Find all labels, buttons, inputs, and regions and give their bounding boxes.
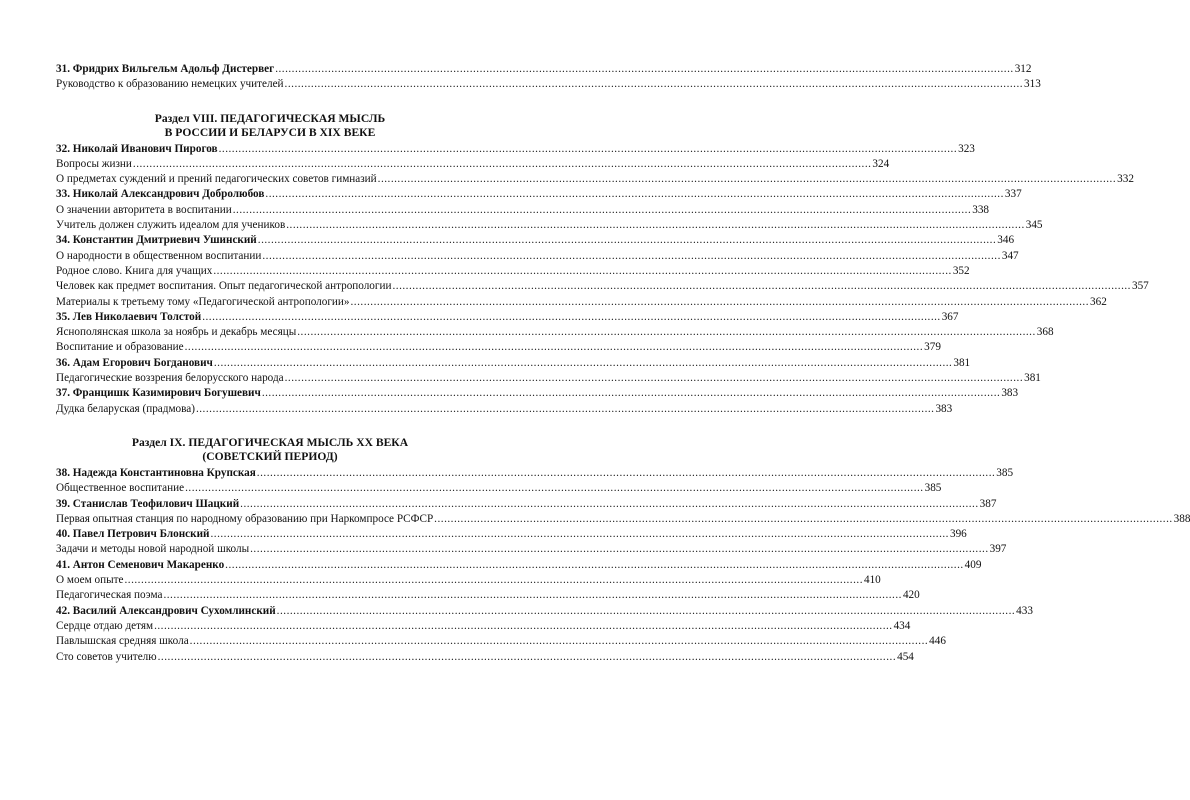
toc-entry-page-number: 345 [1025, 219, 1043, 232]
toc-entry-title: 41. Антон Семенович Макаренко [56, 558, 225, 571]
toc-entry-page-number: 383 [935, 402, 953, 415]
toc-work-entry [56, 295, 1107, 310]
toc-entry-page-number: 381 [953, 356, 971, 369]
toc-entry-page-number: 433 [1016, 604, 1033, 617]
toc-author-entry [56, 187, 1022, 202]
toc-entry-title: 37. Францишк Казимирович Богушевич [56, 387, 261, 400]
dot-leader [258, 233, 997, 248]
dot-leader [392, 279, 1131, 294]
toc-entry-page-number: 324 [872, 157, 890, 170]
dot-leader [285, 371, 1024, 386]
toc-work-entry [56, 157, 890, 172]
toc-author-entry [56, 233, 1015, 248]
toc-entry-title: Материалы к третьему тому «Педагогической антропологии» [56, 295, 350, 308]
toc-work-entry [56, 77, 1041, 92]
toc-work-entry [56, 634, 946, 649]
toc-entry-title: Дудка беларуская (прадмова) [56, 402, 195, 415]
dot-leader [213, 264, 952, 279]
dot-leader [202, 310, 941, 325]
toc-entry-page-number: 379 [924, 341, 941, 354]
toc-entry-title: Общественное воспитание [56, 482, 185, 495]
toc-entry-title: О значении авторитета в воспитании [56, 203, 232, 216]
toc-entry-title: Педагогическая поэма [56, 589, 163, 602]
toc-entry-page-number: 385 [924, 482, 942, 495]
toc-entry-title: О моем опыте [56, 574, 124, 587]
toc-entry-page-number: 352 [952, 264, 970, 277]
dot-leader [190, 634, 929, 649]
toc-entry-page-number: 368 [1036, 326, 1054, 339]
toc-entry-page-number: 346 [997, 234, 1015, 247]
toc-entry-page-number: 337 [1004, 188, 1022, 201]
dot-leader [154, 619, 893, 634]
section-heading-line: Раздел VIII. ПЕДАГОГИЧЕСКАЯ МЫСЛЬ [154, 111, 386, 125]
toc-work-entry [56, 249, 1019, 264]
toc-entry-title: 35. Лев Николаевич Толстой [56, 310, 202, 323]
toc-entry-page-number: 313 [1024, 78, 1041, 91]
section-heading-line: В РОССИИ И БЕЛАРУСИ В XIX ВЕКЕ [164, 125, 376, 139]
toc-entry-page-number: 387 [979, 497, 997, 510]
toc-entry-page-number: 367 [941, 310, 959, 323]
toc-work-entry [56, 264, 970, 279]
section-heading-ix [56, 436, 484, 464]
dot-leader [225, 558, 964, 573]
dot-leader [434, 512, 1173, 527]
dot-leader [378, 172, 1117, 187]
toc-work-entry [56, 542, 1007, 557]
toc-entry-page-number: 410 [863, 574, 881, 587]
toc-author-entry [56, 497, 997, 512]
toc-entry-title: Учитель должен служить идеалом для учеников [56, 219, 286, 232]
toc-entry-title: 40. Павел Петрович Блонский [56, 528, 210, 541]
toc-entry-page-number: 396 [949, 528, 967, 541]
toc-author-entry [56, 386, 1019, 401]
dot-leader [286, 218, 1025, 233]
dot-leader [210, 527, 949, 542]
toc-entry-title: Воспитание и образование [56, 341, 184, 354]
dot-leader [158, 650, 897, 665]
dot-leader [233, 203, 972, 218]
dot-leader [262, 249, 1001, 264]
toc-entry-page-number: 420 [902, 589, 920, 602]
toc-entry-page-number: 446 [929, 635, 946, 648]
table-of-contents [56, 62, 1190, 665]
toc-author-entry [56, 142, 975, 157]
toc-entry-title: 39. Станислав Теофилович Шацкий [56, 497, 240, 510]
toc-entry-page-number: 383 [1001, 387, 1019, 400]
toc-entry-title: 32. Николай Иванович Пирогов [56, 142, 218, 155]
dot-leader [214, 356, 953, 371]
toc-author-entry [56, 310, 959, 325]
dot-leader [250, 542, 989, 557]
toc-work-entry [56, 279, 1149, 294]
toc-entry-page-number: 362 [1090, 295, 1107, 308]
dot-leader [275, 62, 1014, 77]
toc-work-entry [56, 573, 881, 588]
dot-leader [219, 142, 958, 157]
toc-author-entry [56, 356, 971, 371]
toc-entry-title: О народности в общественном воспитании [56, 249, 262, 262]
toc-work-entry [56, 340, 941, 355]
toc-section-ix-list [56, 466, 1190, 665]
toc-work-entry [56, 481, 942, 496]
toc-work-entry [56, 325, 1054, 340]
toc-author-entry [56, 527, 967, 542]
toc-entry-page-number: 434 [893, 619, 911, 632]
toc-work-entry [56, 619, 911, 634]
toc-entry-page-number: 409 [964, 558, 982, 571]
toc-entry-page-number: 385 [996, 466, 1014, 479]
toc-author-entry [56, 62, 1032, 77]
toc-entry-page-number: 454 [897, 650, 914, 663]
toc-entry-title: Сто советов учителю [56, 650, 157, 663]
toc-work-entry [56, 203, 990, 218]
toc-entry-title: Яснополянская школа за ноябрь и декабрь месяцы [56, 326, 297, 339]
dot-leader [351, 295, 1090, 310]
section-heading-viii [56, 112, 484, 140]
toc-entry-title: Педагогические воззрения белорусского народа [56, 372, 284, 385]
toc-entry-title: Вопросы жизни [56, 157, 132, 170]
toc-entry-title: Первая опытная станция по народному образованию при Наркомпросе РСФСР [56, 512, 434, 525]
dot-leader [163, 588, 902, 603]
toc-entry-page-number: 338 [972, 203, 990, 216]
toc-author-entry [56, 558, 982, 573]
dot-leader [262, 386, 1001, 401]
toc-entry-title: Задачи и методы новой народной школы [56, 543, 250, 556]
toc-work-entry [56, 402, 953, 417]
dot-leader [257, 466, 996, 481]
toc-entry-page-number: 397 [989, 543, 1007, 556]
toc-entry-page-number: 347 [1001, 249, 1019, 262]
dot-leader [285, 77, 1024, 92]
toc-entry-page-number: 381 [1024, 372, 1041, 385]
toc-work-entry [56, 218, 1043, 233]
dot-leader [185, 481, 924, 496]
toc-work-entry [56, 512, 1190, 527]
dot-leader [265, 187, 1004, 202]
dot-leader [185, 340, 924, 355]
dot-leader [196, 402, 935, 417]
section-heading-line: (СОВЕТСКИЙ ПЕРИОД) [202, 449, 338, 463]
toc-author-entry [56, 604, 1033, 619]
section-heading-line: Раздел IX. ПЕДАГОГИЧЕСКАЯ МЫСЛЬ XX ВЕКА [131, 435, 409, 449]
toc-entry-page-number: 312 [1014, 63, 1032, 75]
dot-leader [124, 573, 863, 588]
toc-entry-title: 34. Константин Дмитриевич Ушинский [56, 234, 257, 247]
toc-entry-title: Родное слово. Книга для учащих [56, 264, 213, 277]
toc-entry-page-number: 323 [958, 142, 975, 155]
toc-entry-title: Руководство к образованию немецких учителей [56, 78, 284, 91]
toc-entry-page-number: 332 [1117, 173, 1134, 186]
toc-entry-title: Человек как предмет воспитания. Опыт педагогической антропологии [56, 280, 392, 293]
dot-leader [297, 325, 1036, 340]
toc-work-entry [56, 371, 1041, 386]
toc-entry-title: 33. Николай Александрович Добролюбов [56, 188, 265, 201]
toc-entry-title: 31. Фридрих Вильгельм Адольф Дистервег [56, 63, 275, 75]
toc-work-entry [56, 650, 914, 665]
toc-entry-title: 36. Адам Егорович Богданович [56, 356, 213, 369]
toc-entry-title: 38. Надежда Константиновна Крупская [56, 466, 256, 479]
toc-intro-list [56, 62, 1041, 93]
toc-entry-page-number: 388 [1173, 512, 1190, 525]
toc-section-viii-list [56, 142, 1149, 417]
toc-author-entry [56, 466, 1014, 481]
toc-entry-title: 42. Василий Александрович Сухомлинский [56, 604, 276, 617]
toc-work-entry [56, 588, 920, 603]
toc-entry-title: О предметах суждений и прений педагогических советов гимназий [56, 173, 377, 186]
toc-entry-page-number: 357 [1131, 280, 1149, 293]
dot-leader [240, 497, 979, 512]
dot-leader [133, 157, 872, 172]
toc-entry-title: Павлышская средняя школа [56, 635, 189, 648]
toc-work-entry [56, 172, 1134, 187]
toc-entry-title: Сердце отдаю детям [56, 619, 154, 632]
dot-leader [277, 604, 1016, 619]
